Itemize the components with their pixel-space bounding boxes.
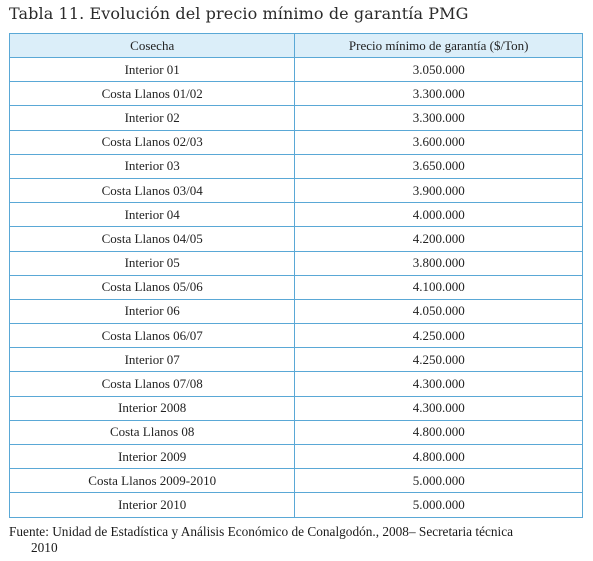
- cell-precio: 4.250.000: [295, 324, 583, 348]
- price-table: [9, 33, 583, 518]
- table-row: [10, 324, 583, 348]
- cell-cosecha: Interior 01: [10, 58, 295, 82]
- cell-precio: 5.000.000: [295, 469, 583, 493]
- cell-precio: 4.100.000: [295, 275, 583, 299]
- table-row: [10, 251, 583, 275]
- cell-precio: 3.050.000: [295, 58, 583, 82]
- cell-precio: 3.800.000: [295, 251, 583, 275]
- cell-cosecha: Costa Llanos 02/03: [10, 130, 295, 154]
- table-row: [10, 445, 583, 469]
- cell-cosecha: Interior 03: [10, 154, 295, 178]
- cell-precio: 3.650.000: [295, 154, 583, 178]
- column-header-cosecha: Cosecha: [10, 34, 295, 58]
- cell-cosecha: Costa Llanos 05/06: [10, 275, 295, 299]
- cell-precio: 4.300.000: [295, 396, 583, 420]
- cell-cosecha: Interior 02: [10, 106, 295, 130]
- cell-precio: 4.300.000: [295, 372, 583, 396]
- cell-cosecha: Costa Llanos 04/05: [10, 227, 295, 251]
- table-row: [10, 493, 583, 517]
- table-row: [10, 203, 583, 227]
- table-row: [10, 58, 583, 82]
- cell-cosecha: Interior 04: [10, 203, 295, 227]
- cell-cosecha: Interior 06: [10, 299, 295, 323]
- cell-precio: 4.800.000: [295, 445, 583, 469]
- cell-cosecha: Interior 07: [10, 348, 295, 372]
- cell-cosecha: Interior 2010: [10, 493, 295, 517]
- cell-precio: 4.800.000: [295, 420, 583, 444]
- table-row: [10, 178, 583, 202]
- cell-cosecha: Costa Llanos 2009-2010: [10, 469, 295, 493]
- table-row: [10, 348, 583, 372]
- cell-cosecha: Costa Llanos 06/07: [10, 324, 295, 348]
- cell-precio: 3.300.000: [295, 82, 583, 106]
- table-row: [10, 154, 583, 178]
- cell-cosecha: Interior 2008: [10, 396, 295, 420]
- source-note: [9, 524, 584, 556]
- table-row: [10, 299, 583, 323]
- cell-cosecha: Costa Llanos 07/08: [10, 372, 295, 396]
- table-row: [10, 420, 583, 444]
- cell-cosecha: Interior 2009: [10, 445, 295, 469]
- cell-precio: 4.000.000: [295, 203, 583, 227]
- table-row: [10, 82, 583, 106]
- cell-precio: 4.050.000: [295, 299, 583, 323]
- table-row: [10, 396, 583, 420]
- table-row: [10, 372, 583, 396]
- cell-cosecha: Costa Llanos 03/04: [10, 178, 295, 202]
- cell-precio: 3.900.000: [295, 178, 583, 202]
- cell-precio: 3.300.000: [295, 106, 583, 130]
- cell-precio: 5.000.000: [295, 493, 583, 517]
- table-row: [10, 130, 583, 154]
- cell-cosecha: Interior 05: [10, 251, 295, 275]
- cell-cosecha: Costa Llanos 08: [10, 420, 295, 444]
- cell-precio: 4.200.000: [295, 227, 583, 251]
- cell-precio: 4.250.000: [295, 348, 583, 372]
- table-row: [10, 106, 583, 130]
- table-header-row: [10, 34, 583, 58]
- table-row: [10, 469, 583, 493]
- source-line-2: 2010: [31, 540, 58, 555]
- table-row: [10, 227, 583, 251]
- table-row: [10, 275, 583, 299]
- source-line-1: Fuente: Unidad de Estadística y Análisis Económico de Conalgodón., 2008– Secretaria técnica: [9, 524, 514, 539]
- cell-cosecha: Costa Llanos 01/02: [10, 82, 295, 106]
- cell-precio: 3.600.000: [295, 130, 583, 154]
- column-header-precio: Precio mínimo de garantía ($/Ton): [295, 34, 583, 58]
- table-title: Tabla 11. Evolución del precio mínimo de garantía PMG: [9, 4, 469, 23]
